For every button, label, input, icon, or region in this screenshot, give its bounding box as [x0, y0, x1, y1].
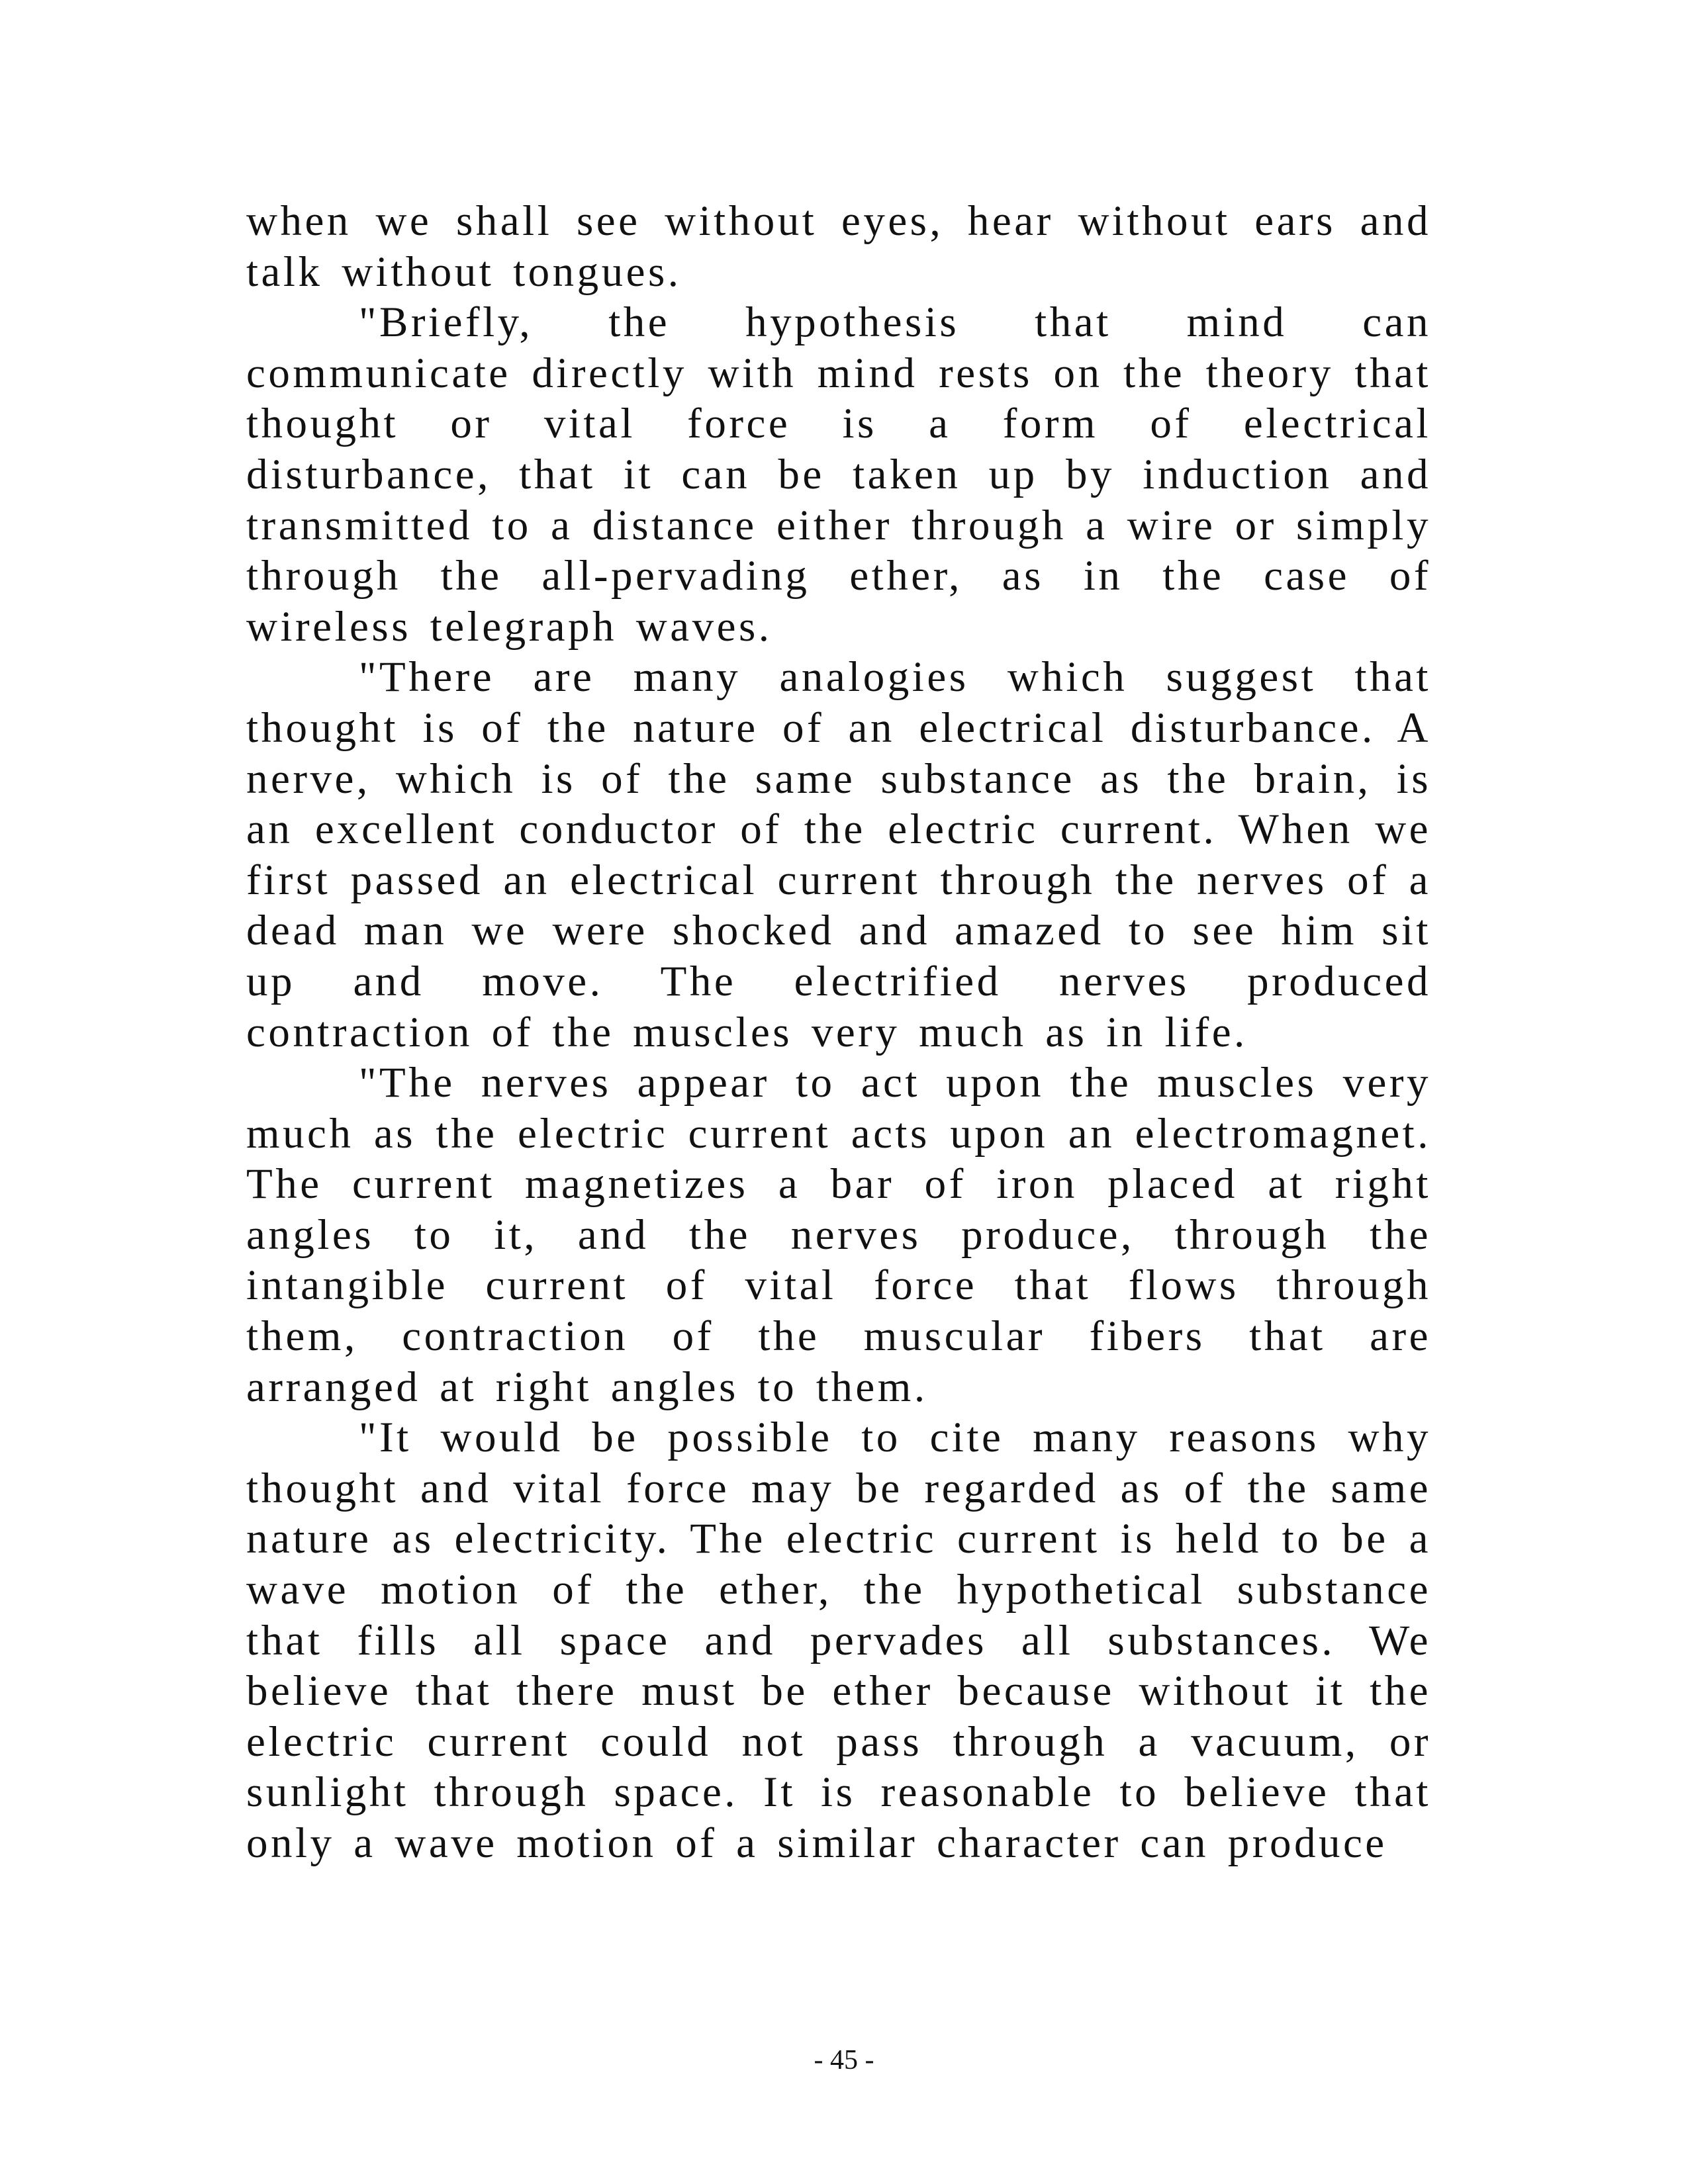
paragraph-reasons: "It would be possible to cite many reasons why thought and vital force may be regarded as of the same nature as electricity. The electric current is held to be a wave motion of the ether, the hypothetical substance that fills all space and pervades all substances. We believe that there must be ether because without it the electric current could not pass through a vacuum, or sunlight through space. It is reasonable to believe that only a wave motion of a similar character can produce: [246, 1414, 1431, 1867]
page-number: - 45 -: [814, 2045, 874, 2075]
paragraph-continuation: when we shall see without eyes, hear without ears and talk without tongues.: [246, 197, 1431, 296]
body-text: [246, 196, 1431, 1869]
paragraph-nerves: "The nerves appear to act upon the muscles very much as the electric current acts upon an electromagnet. The current magnetizes a bar of iron placed at right angles to it, and the nerves produce, through the intangible current of vital force that flows through them, contraction of the muscular fibers that are arranged at right angles to them.: [246, 1059, 1431, 1411]
paragraph-analogies: "There are many analogies which suggest that thought is of the nature of an electrical disturbance. A nerve, which is of the same substance as the brain, is an excellent conductor of the electric current. When we first passed an electrical current through the nerves of a dead man we were shocked and amazed to see him sit up and move. The electrified nerves produced contraction of the muscles very much as in life.: [246, 653, 1431, 1056]
paragraph-hypothesis: "Briefly, the hypothesis that mind can communicate directly with mind rests on the theory that thought or vital force is a form of electrical disturbance, that it can be taken up by induction and transmitted to a distance either through a wire or simply through the all-pervading ether, as in the case of wireless telegraph waves.: [246, 298, 1431, 651]
